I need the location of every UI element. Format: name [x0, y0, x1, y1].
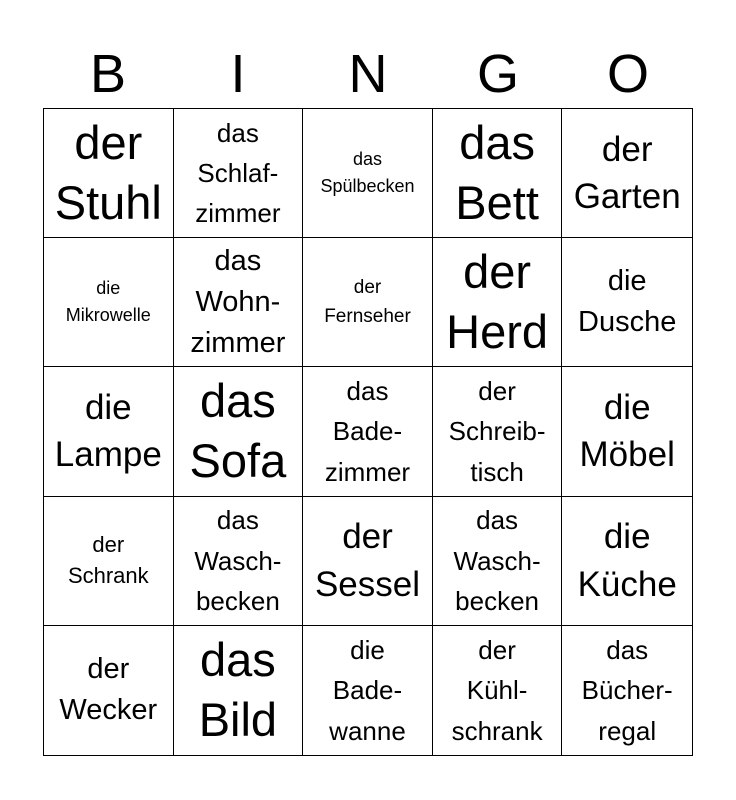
cell-text-line: die — [96, 278, 121, 299]
cell-text-line: der — [463, 245, 532, 299]
bingo-cell[interactable] — [174, 238, 304, 367]
header-letter-n: N — [348, 44, 388, 104]
bingo-cell[interactable] — [303, 626, 433, 755]
cell-text-line: Sofa — [189, 434, 287, 488]
cell-text-line: Dusche — [578, 306, 677, 339]
cell-text-line: das — [476, 505, 519, 536]
bingo-cell[interactable] — [174, 367, 304, 496]
cell-text-line: Wohn- — [195, 285, 281, 318]
cell-text-line: Wecker — [59, 694, 158, 727]
cell-text-line: die — [603, 517, 651, 557]
cell-text-line: der — [601, 129, 653, 169]
bingo-cell[interactable] — [44, 497, 174, 626]
cell-text-line: zimmer — [324, 456, 411, 487]
cell-text-line: das — [200, 633, 276, 687]
bingo-cell[interactable] — [562, 238, 692, 367]
bingo-cell[interactable] — [433, 497, 563, 626]
cell-text-line: die — [84, 387, 132, 427]
cell-text-line: Herd — [446, 305, 549, 359]
cell-text-line: Garten — [573, 177, 681, 217]
cell-text-line: das — [459, 115, 535, 169]
bingo-cell[interactable] — [303, 367, 433, 496]
bingo-cell[interactable] — [303, 238, 433, 367]
bingo-cell[interactable] — [44, 367, 174, 496]
cell-text-line: tisch — [470, 456, 524, 487]
cell-text-line: das — [200, 374, 276, 428]
cell-text-line: der — [478, 376, 516, 407]
cell-text-line: das — [606, 634, 649, 665]
cell-text-line: der — [478, 634, 516, 665]
cell-text-line: wanne — [329, 715, 406, 746]
cell-text-line: die — [603, 387, 651, 427]
bingo-cell[interactable] — [433, 238, 563, 367]
cell-text-line: Wasch- — [453, 545, 541, 576]
bingo-cell[interactable] — [433, 109, 563, 238]
cell-text-line: das — [216, 505, 259, 536]
cell-text-line: der — [87, 653, 130, 686]
cell-text-line: schrank — [451, 715, 543, 746]
cell-text-line: Schlaf- — [197, 157, 279, 188]
bingo-cell[interactable] — [433, 626, 563, 755]
bingo-cell[interactable] — [174, 626, 304, 755]
cell-text-line: der — [342, 517, 393, 557]
cell-text-line: Möbel — [579, 435, 675, 475]
bingo-cell[interactable] — [44, 109, 174, 238]
bingo-cell[interactable] — [562, 109, 692, 238]
cell-text-line: zimmer — [195, 198, 281, 229]
cell-text-line: Mikrowelle — [65, 305, 151, 326]
bingo-cell[interactable] — [44, 626, 174, 755]
cell-text-line: Spülbecken — [320, 176, 415, 197]
cell-text-line: Bett — [455, 176, 539, 230]
cell-text-line: Bade- — [332, 416, 403, 447]
cell-text-line: Schreib- — [448, 416, 546, 447]
header-letter-b: B — [89, 44, 127, 104]
bingo-cell[interactable] — [562, 497, 692, 626]
header-letter-i: I — [230, 44, 246, 104]
cell-text-line: die — [350, 634, 385, 665]
cell-text-line: Stuhl — [54, 176, 162, 230]
cell-text-line: Bade- — [332, 675, 403, 706]
cell-text-line: das — [352, 149, 382, 170]
cell-text-line: der — [353, 276, 382, 298]
header-letter-o: O — [606, 44, 649, 104]
cell-text-line: das — [216, 117, 259, 148]
cell-text-line: Fernseher — [324, 306, 411, 328]
bingo-cell[interactable] — [44, 238, 174, 367]
bingo-board — [43, 108, 693, 756]
cell-text-line: zimmer — [190, 326, 286, 359]
cell-text-line: Küche — [577, 564, 677, 604]
cell-text-line: der — [92, 531, 125, 557]
cell-text-line: becken — [195, 585, 280, 616]
cell-text-line: Schrank — [67, 562, 149, 588]
cell-text-line: Bild — [198, 693, 278, 747]
bingo-header — [43, 40, 693, 108]
bingo-cell[interactable] — [174, 109, 304, 238]
bingo-cell[interactable] — [303, 109, 433, 238]
cell-text-line: regal — [598, 715, 657, 746]
cell-text-line: der — [74, 115, 143, 169]
cell-text-line: Kühl- — [466, 675, 528, 706]
bingo-cell[interactable] — [433, 367, 563, 496]
cell-text-line: Lampe — [54, 435, 162, 475]
bingo-cell[interactable] — [562, 626, 692, 755]
bingo-cell[interactable] — [303, 497, 433, 626]
cell-text-line: Sessel — [314, 564, 421, 604]
bingo-cell[interactable] — [174, 497, 304, 626]
cell-text-line: Bücher- — [581, 675, 673, 706]
cell-text-line: das — [214, 244, 262, 277]
cell-text-line: das — [346, 376, 389, 407]
cell-text-line: becken — [455, 585, 540, 616]
header-letter-g: G — [476, 44, 519, 104]
bingo-cell[interactable] — [562, 367, 692, 496]
cell-text-line: die — [607, 265, 647, 298]
cell-text-line: Wasch- — [194, 545, 282, 576]
